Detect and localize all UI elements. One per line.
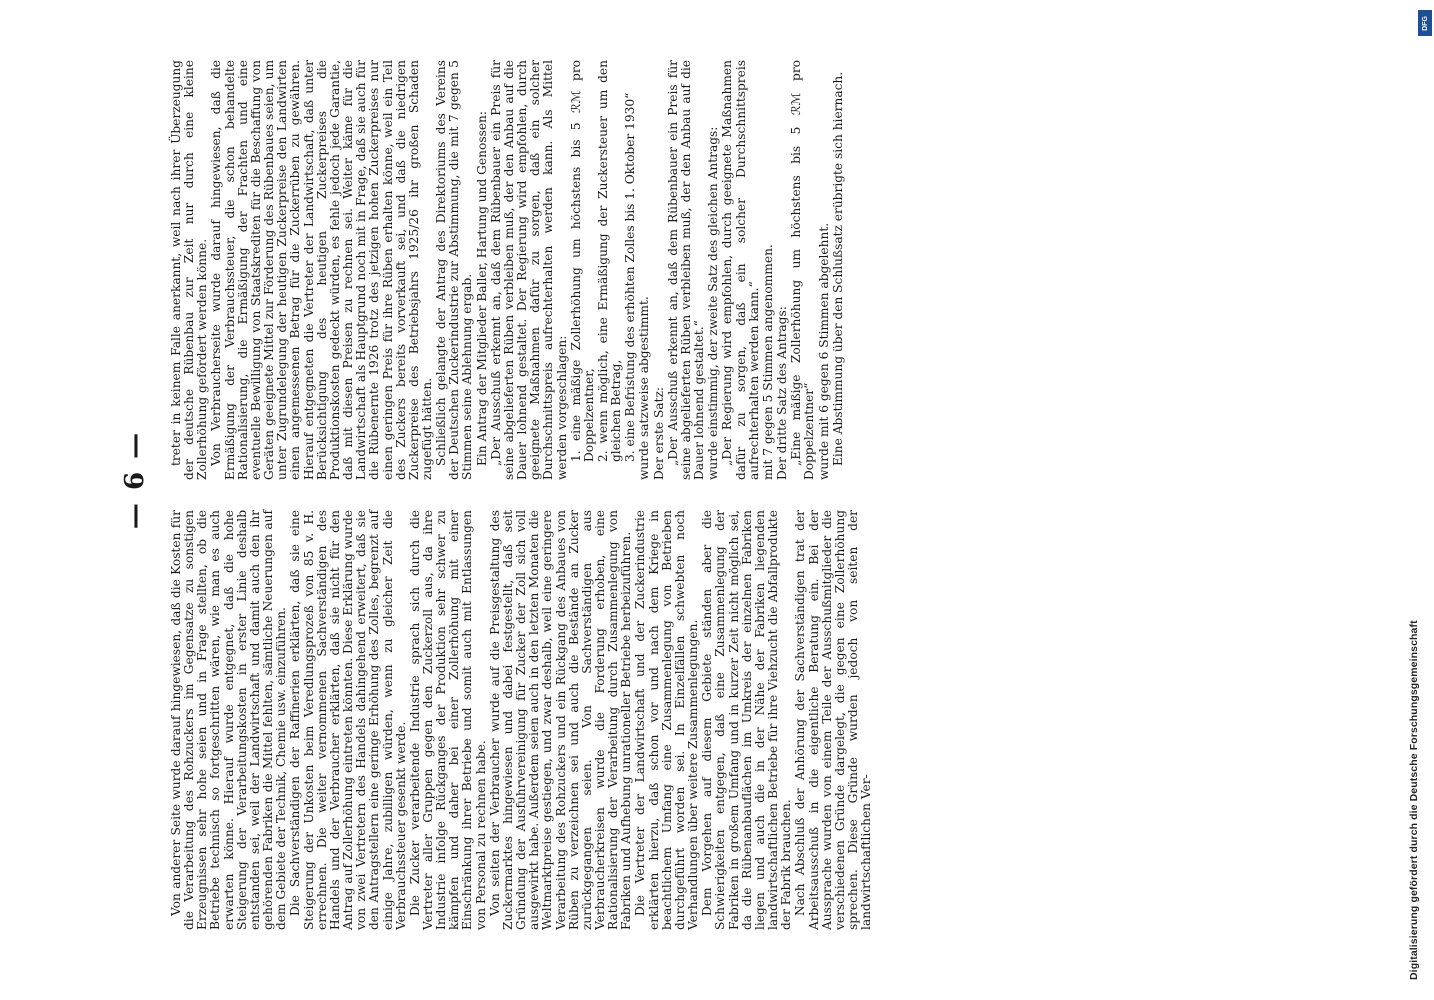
- paragraph: treter in keinem Falle anerkannt, weil nach ihrer Überzeugung der deutsche Rübenbau zur Zeit nur durch eine kleine Zollerhöhung gefördert werden könne.: [169, 60, 210, 480]
- dfg-margin-note: [1408, 10, 1434, 990]
- paragraph: „Der Ausschuß erkennt an, daß dem Rübenbauer ein Preis für seine abgelieferten Rüben verbleiben muß, der den Anbau auf die Dauer lohnend gestaltet. Der Regierung wird empfohlen, durch geeignete Maßnahmen dafür zu sorgen, daß ein solcher Durchschnittspreis aufrechterhalten werden kann. Als Mittel werden vorgeschlagen:: [488, 60, 569, 480]
- paragraph: wurde satzweise abgestimmt.: [637, 296, 652, 480]
- paragraph: Nach Abschluß der Anhörung der Sachverständigen trat der Arbeitsausschuß in die eigentliche Beratung ein. Bei der Aussprache wurden von einem Teile der Ausschußmitglieder die verschiedenen Gründe dargelegt, die gegen eine Zollerhöhung sprechen. Diese Gründe wurden jedoch von seiten der landwirtschaftlichen Ver-: [793, 510, 874, 930]
- paragraph: 3. eine Befristung des erhöhten Zolles bis 1. Oktober 1930“: [623, 92, 638, 462]
- paragraph: „Eine mäßige Zollerhöhung um höchstens bis 5 ℛℳ pro Doppelzentner“: [789, 60, 817, 480]
- dfg-logo: [1418, 10, 1432, 36]
- paragraph: Der dritte Satz des Antrags:: [775, 306, 790, 480]
- dfg-logo-text: DFG: [1421, 15, 1429, 31]
- paragraph: „Der Regierung wird empfohlen, durch geeignete Maßnahmen dafür zu sorgen, daß ein solcher Durchschnittspreis aufrechterhalten werden kann.“: [720, 60, 761, 480]
- paragraph: Dem Vorgehen auf diesem Gebiete ständen aber die Schwierigkeiten entgegen, daß eine Zusammenlegung der Fabriken in großem Umfang und in kurzer Zeit nicht möglich sei, da die Rübenanbauflächen im Umkreis der einzelnen Fabriken liegen und auch die in der Nähe der Fabriken liegenden landwirtschaftlichen Betriebe für ihre Viehzucht die Abfallprodukte der Fabrik brauchen.: [700, 510, 794, 930]
- paragraph: Von seiten der Verbraucher wurde auf die Preisgestaltung des Zuckermarktes hingewiesen und dabei festgestellt, daß seit Gründung der Ausfuhrvereinigung für Zucker der Zoll sich voll ausgewirkt habe. Außerdem seien auch in den letzten Monaten die Weltmarktpreise gestiegen, und zwar deshalb, weil eine geringere Verarbeitung des Rohzuckers und ein Rückgang des Anbaues von Rüben zu verzeichnen sei und auch die Bestände an Zucker zurückgegangen seien. Von Sachverständigen aus Verbraucherkreisen wurde die Forderung erhoben, eine Rationalisierung der Verarbeitung durch Zusammenlegung von Fabriken und Aufhebung unrationeller Betriebe herbeizuführen.: [487, 510, 634, 930]
- paragraph: wurde mit 6 gegen 6 Stimmen abgelehnt.: [816, 222, 831, 480]
- paragraph: Die Zucker verarbeitende Industrie sprach sich durch die Vertreter aller Gruppen gegen den Zuckerzoll aus, da ihre Industrie infolge Rückganges der Produktion sehr schwer zu kämpfen und daher bei einer Zollerhöhung mit einer Einschränkung ihrer Betriebe und somit auch mit Entlassungen von Personal zu rechnen habe.: [407, 510, 488, 930]
- paragraph: Schließlich gelangte der Antrag des Direktoriums des Vereins der Deutschen Zuckerindustrie zur Abstimmung, die mit 7 gegen 5 Stimmen seine Ablehnung ergab.: [434, 60, 475, 480]
- paragraph: Eine Abstimmung über den Schlußsatz erübrigte sich hiernach.: [830, 71, 845, 466]
- paragraph: „Der Ausschuß erkennt an, daß dem Rübenbauer ein Preis für seine abgelieferten Rüben verbleiben muß, der den Anbau auf die Dauer lohnend gestaltet.“: [665, 60, 707, 480]
- digitization-credit: Digitalisierung gefördert durch die Deutsche Forschungsgemeinschaft: [1408, 620, 1420, 980]
- paragraph: 2. wenn möglich, eine Ermäßigung der Zuckersteuer um den gleichen Betrag,: [596, 60, 624, 462]
- paragraph: Von Verbraucherseite wurde darauf hingewiesen, daß die Ermäßigung der Verbrauchssteuer, die schon behandelte Rationalisierung, die Ermäßigung der Frachten und eine eventuelle Bewilligung von Staatskrediten für die Beschaffung von Geräten geeignete Mittel zur Förderung des Rübenbaues seien, um unter Zugrundelegung der heutigen Zuckerpreise den Landwirten einen angemessenen Betrag für die Zuckerrüben zu gewähren. Hierauf entgegneten die Vertreter der Landwirtschaft, daß unter Berücksichtigung des heutigen Zuckerpreises die Produktionskosten gedeckt würden, es fehle jedoch jede Garantie, daß mit diesen Preisen zu rechnen sei. Weiter käme für die Landwirtschaft als Hauptgrund noch mit in Frage, daß sie auch für die Rübenernte 1926 trotz des jetzigen hohen Zuckerpreises nur einen geringen Preis für ihre Rüben erhalten könne, weil ein Teil des Zuckers bereits vorverkauft sei, und daß die niedrigen Zuckerpreise des Betriebsjahrs 1925/26 ihr großen Schaden zugefügt hätten.: [209, 60, 434, 480]
- paragraph: Die Vertreter der Landwirtschaft und der Zuckerindustrie erklärten hierzu, daß schon vor und nach dem Kriege in beachtlichem Umfang eine Zusammenlegung von Betrieben durchgeführt worden sei. In Einzelfällen schwebten noch Verhandlungen über weitere Zusammenlegungen.: [633, 510, 701, 930]
- paragraph: wurde einstimmig, der zweite Satz des gleichen Antrags:: [706, 126, 721, 480]
- paragraph: Von anderer Seite wurde darauf hingewiesen, daß die Kosten für die Verarbeitung des Rohzuckers im Gegensatze zu sonstigen Erzeugnissen sehr hohe seien und in Frage stellten, ob die Betriebe technisch so fortgeschritten wären, wie man es auch erwarten könne. Hierauf wurde entgegnet, daß die hohe Steigerung der Verarbeitungskosten in erster Linie deshalb entstanden sei, weil der Landwirtschaft und damit auch den ihr gehörenden Fabriken die Mittel fehlten, sämtliche Neuerungen auf dem Gebiete der Technik, Chemie usw. einzuführen.: [169, 510, 289, 930]
- page-number: — 6 —: [120, 430, 150, 530]
- paragraph: Der erste Satz:: [651, 386, 666, 480]
- paragraph: 1. eine mäßige Zollerhöhung um höchstens bis 5 ℛℳ pro Doppelzentner,: [568, 60, 596, 462]
- text-column-left: [170, 510, 874, 930]
- paragraph: Die Sachverständigen der Raffinerien erklärten, daß sie eine Steigerung der Unkosten beim Veredlungsprozeß von 85 v. H. errechnen. Die weiter vernommenen Sachverständigen des Handels und der Verbraucher erklärten, daß sie nicht für den Antrag auf Zollerhöhung eintreten könnten. Diese Erklärung wurde von zwei Vertretern des Handels dahingehend erweitert, daß sie den Antragstellern eine geringe Erhöhung des Zolles, begrenzt auf einige Jahre, zubilligen würden, wenn zu gleicher Zeit die Verbrauchssteuer gesenkt werde.: [288, 510, 408, 930]
- text-column-right: [170, 60, 846, 480]
- rotated-document-sheet: [110, 30, 1340, 930]
- paragraph: Ein Antrag der Mitglieder Baller, Hartung und Genossen:: [474, 111, 489, 466]
- paragraph: mit 7 gegen 5 Stimmen angenommen.: [760, 244, 775, 480]
